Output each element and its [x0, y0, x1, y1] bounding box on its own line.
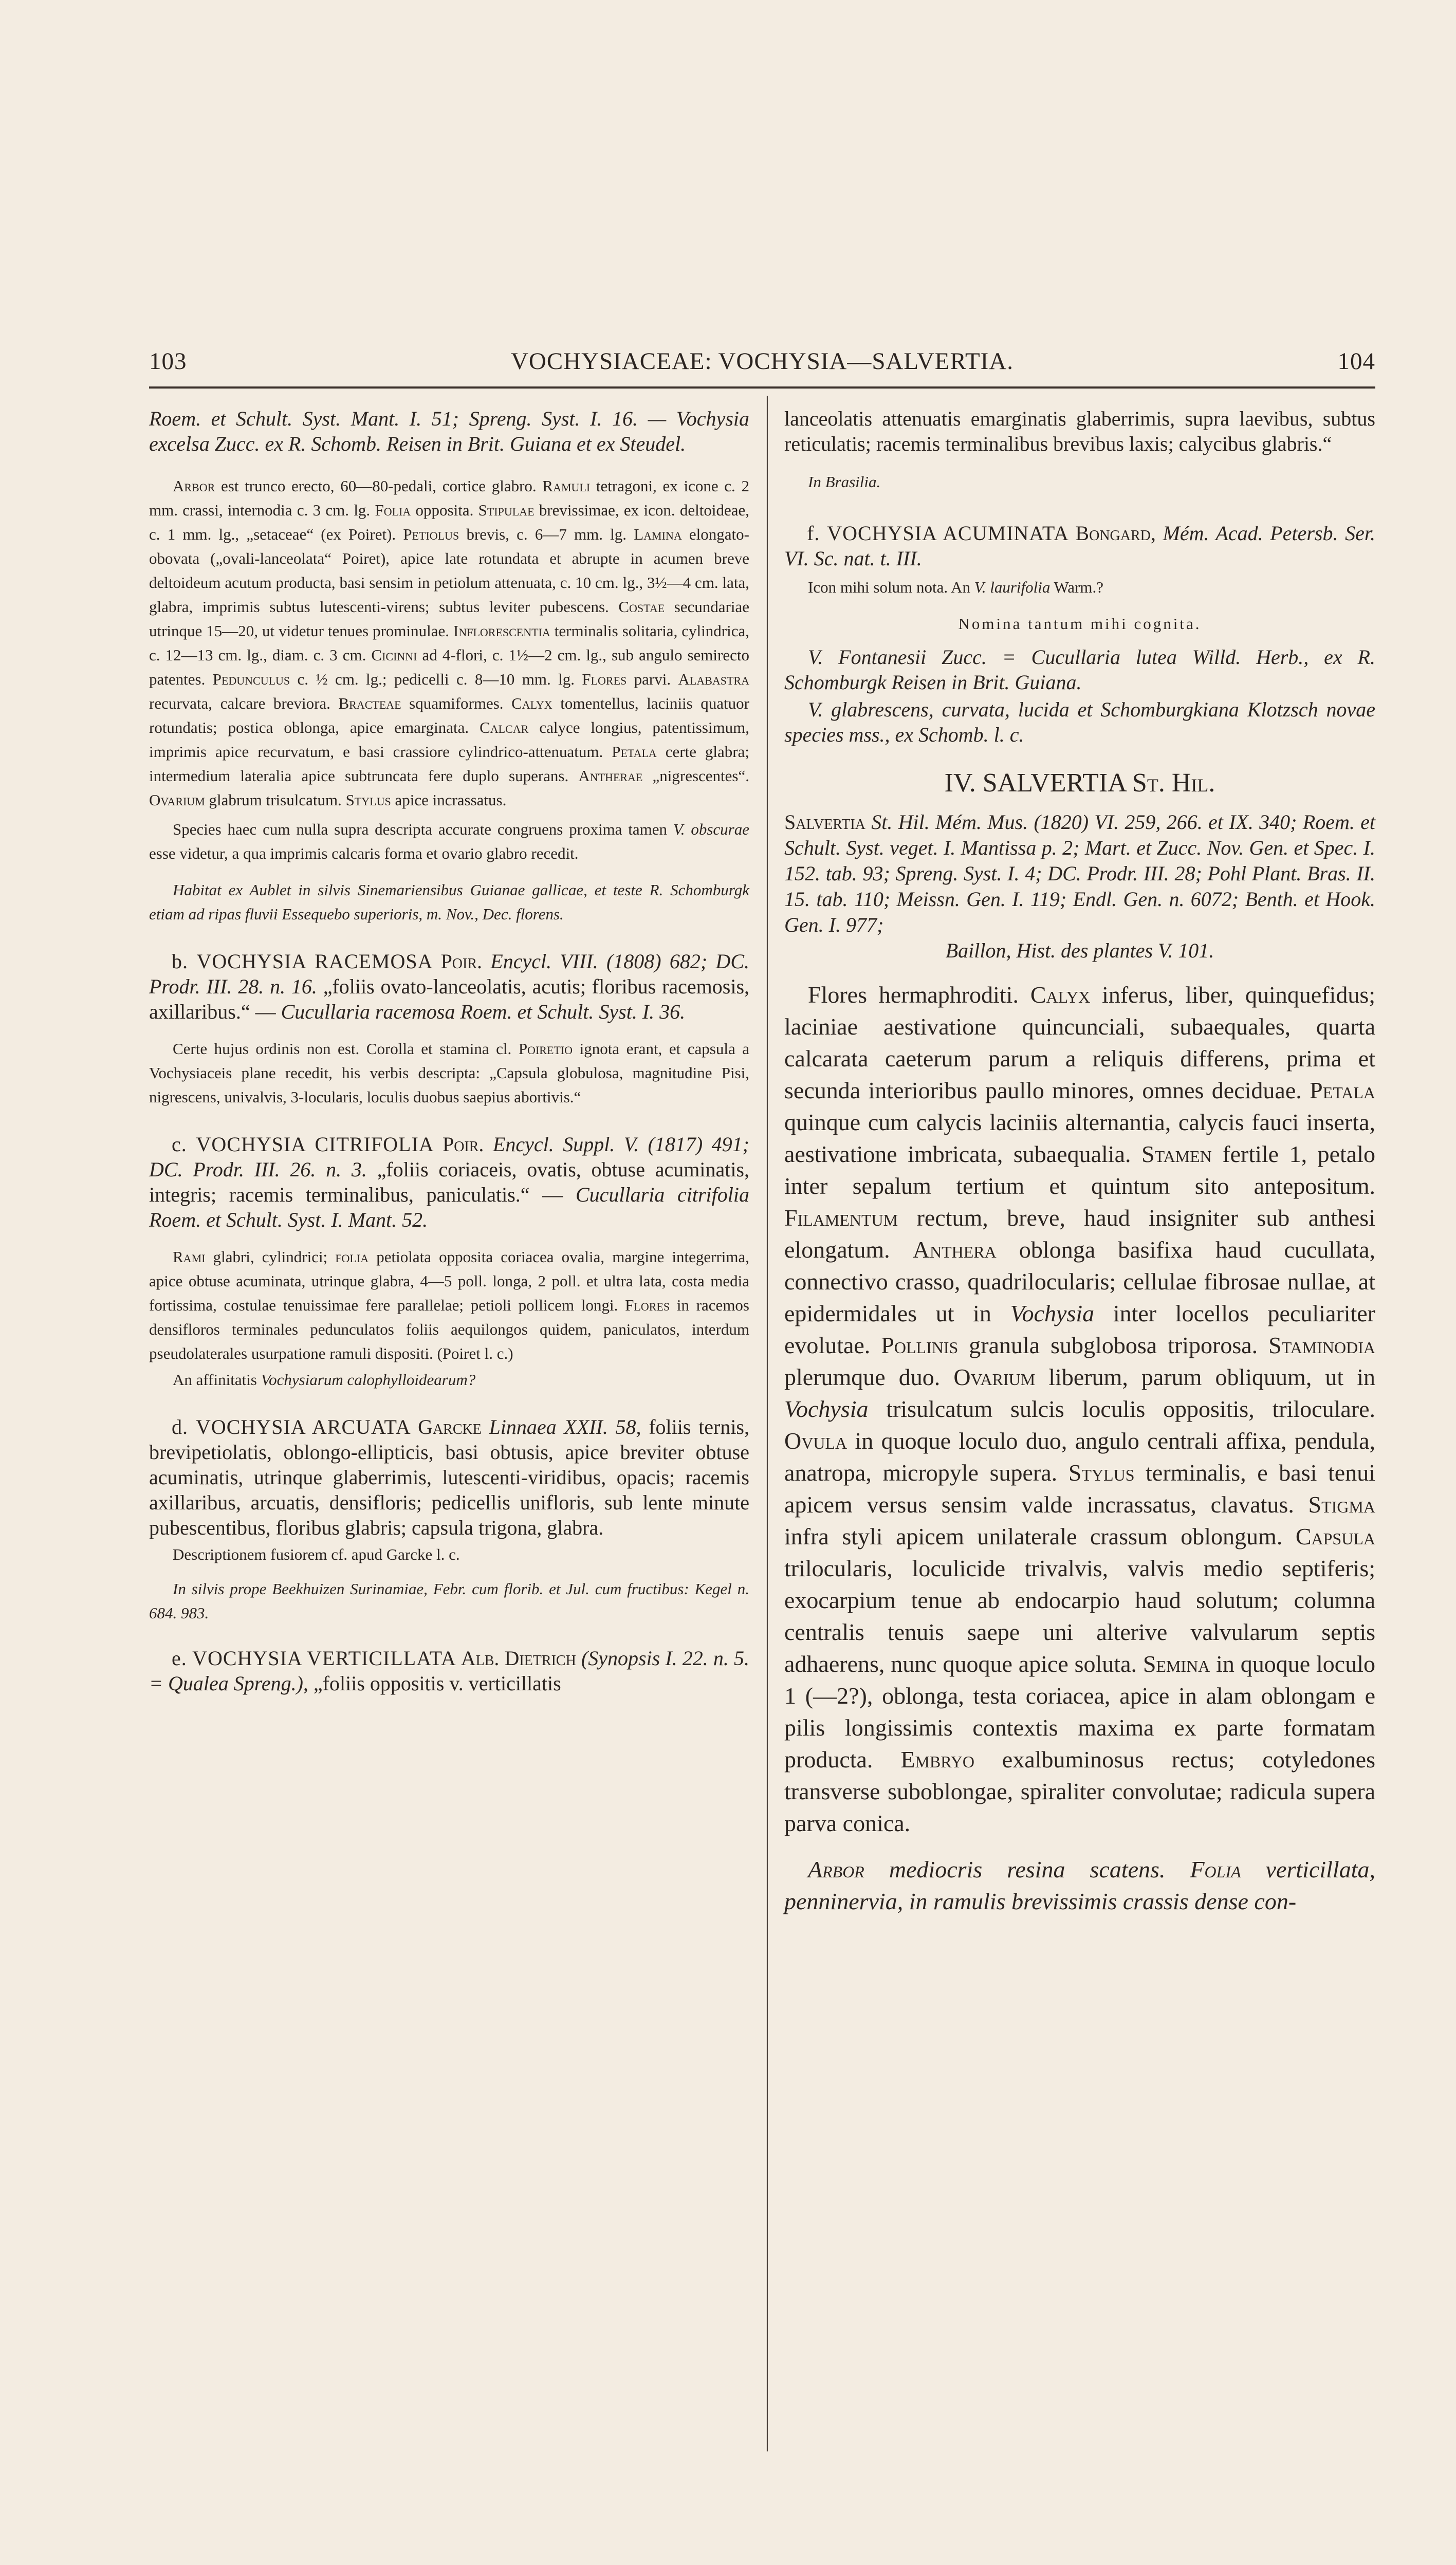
- note-species-f: Icon mihi solum nota. An V. laurifolia Warm.?: [808, 578, 1104, 596]
- right-column: [784, 406, 1375, 1917]
- column-divider: [766, 396, 768, 2451]
- habitat-species-d: In silvis prope Beekhuizen Surinamiae, Febr. cum florib. et Jul. cum fructibus: Kegel n. 684. 983.: [149, 1580, 749, 1622]
- habitat-species-e: In Brasilia.: [808, 473, 881, 491]
- note-species-c: An affinitatis Vochysiarum calophylloidearum?: [173, 1371, 476, 1389]
- habitat-species-a: Habitat ex Aublet in silvis Sinemariensibus Guianae gallicae, et teste R. Schomburgk etiam ad ripas fluvii Essequebo superioris, m. Nov., Dec. florens.: [149, 881, 749, 923]
- note-species-b: Certe hujus ordinis non est. Corolla et stamina cl. Poiretio ignota erant, et capsula a Vochysiaceis plane recedit, his verbis descripta: „Capsula globulosa, magnitudine Pisi, nigrescens, univalvis, 3-locularis, loculis duobus saepius abortivis.“: [149, 1040, 749, 1106]
- left-column: [149, 406, 749, 1696]
- header-rule: [149, 386, 1375, 389]
- description-species-c: Rami glabri, cylindrici; folia petiolata opposita coriacea ovalia, margine integerrima, apice obtuse acuminata, utrinque glabra, 4—5 poll. longa, 2 poll. et ultra lata, costa media fortissima, costulae tenuissimae fere parallelae; petioli pollicem longi. Flores in racemos densifloros terminales pedunculatos foliis aequilongos quidem, paniculatos, interdum pseudolaterales usurpatione ramuli dispositi. (Poiret l. c.): [149, 1248, 750, 1362]
- species-f-heading: f. VOCHYSIA ACUMINATA Bongard, Mém. Acad. Petersb. Ser. VI. Sc. nat. t. III.: [784, 522, 1376, 570]
- continued-citation: Roem. et Schult. Syst. Mant. I. 51; Spreng. Syst. I. 16. — Vochysia excelsa Zucc. ex R. Schomb. Reisen in Brit. Guiana et ex Steudel.: [149, 407, 749, 455]
- genus-habit: Arbor mediocris resina scatens. Folia verticillata, penninervia, in ramulis brevissimis crassis dense con-: [784, 1856, 1375, 1914]
- nomina-item-2: V. glabrescens, curvata, lucida et Schomburgkiana Klotzsch novae species mss., ex Schomb. l. c.: [784, 698, 1375, 746]
- note-species-a: Species haec cum nulla supra descripta accurate congruens proxima tamen V. obscurae esse videtur, a qua imprimis calcaris forma et ovario glabro recedit.: [149, 820, 749, 862]
- running-title: VOCHYSIACEAE: VOCHYSIA—SALVERTIA.: [510, 348, 1014, 375]
- description-species-a: Arbor est trunco erecto, 60—80-pedali, cortice glabro. Ramuli tetragoni, ex icone c. 2 mm. crassi, internodia c. 3 cm. lg. Folia opposita. Stipulae brevissimae, ex icon. deltoideae, c. 1 mm. lg., „setaceae“ (ex Poiret). Petiolus brevis, c. 6—7 mm. lg. Lamina elongato-obovata („ovali-lanceolata“ Poiret), apice late rotundata et abrupte in acumen breve deltoideum acutum producta, basi sensim in petiolum attenuata, c. 10 cm. lg., 3½—4 cm. lata, glabra, imprimis subtus lutescenti-virens; subtus leviter pubescens. Costae secundariae utrinque 15—20, ut videtur tenues prominulae. Inflorescentia terminalis solitaria, cylindrica, c. 12—13 cm. lg., diam. c. 3 cm. Cicinni ad 4-flori, c. 1½—2 cm. lg., sub angulo semirecto patentes. Pedunculus c. ½ cm. lg.; pedicelli c. 8—10 mm. lg. Flores parvi. Alabastra recurvata, calcare breviora. Bracteae squamiformes. Calyx tomentellus, laciniis quatuor rotundatis; postica oblonga, apice emarginata. Calcar calyce longius, patentissimum, imprimis apice recurvatum, e basi crassiore cylindrico-attenuatum. Petala certe glabra; intermedium lateralia apice subtruncata fere duplo superans. Antherae „nigrescentes“. Ovarium glabrum trisulcatum. Stylus apice incrassatus.: [149, 477, 750, 809]
- continued-diagnosis-e: lanceolatis attenuatis emarginatis glaberrimis, supra laevibus, subtus reticulatis; racemis terminalibus brevibus laxis; calycibus glabris.“: [784, 407, 1375, 455]
- page-number-left: 103: [149, 348, 187, 375]
- nomina-item-1: V. Fontanesii Zucc. = Cucullaria lutea Willd. Herb., ex R. Schomburgk Reisen in Brit. Guiana.: [784, 645, 1375, 694]
- genus-citation-last: Baillon, Hist. des plantes V. 101.: [945, 939, 1214, 962]
- running-header: [149, 343, 1375, 380]
- species-b-heading: b. VOCHYSIA RACEMOSA Poir. Encycl. VIII. (1808) 682; DC. Prodr. III. 28. n. 16. „foliis ovato-lanceolatis, acutis; floribus racemosis, axillaribus.“ — Cucullaria racemosa Roem. et Schult. Syst. I. 36.: [149, 950, 750, 1023]
- species-e-heading: e. VOCHYSIA VERTICILLATA Alb. Dietrich (Synopsis I. 22. n. 5. = Qualea Spreng.), „foliis oppositis v. verticillatis: [149, 1647, 749, 1695]
- page-number-right: 104: [1337, 348, 1375, 375]
- note-species-d: Descriptionem fusiorem cf. apud Garcke l. c.: [173, 1545, 460, 1563]
- species-c-heading: c. VOCHYSIA CITRIFOLIA Poir. Encycl. Suppl. V. (1817) 491; DC. Prodr. III. 26. n. 3. „foliis coriaceis, ovatis, obtuse acuminatis, integris; racemis terminalibus, paniculatis.“ — Cucullaria citrifolia Roem. et Schult. Syst. I. Mant. 52.: [149, 1133, 750, 1231]
- nomina-heading: Nomina tantum mihi cognita.: [958, 615, 1202, 633]
- species-d-heading: d. VOCHYSIA ARCUATA Garcke Linnaea XXII. 58, foliis ternis, brevipetiolatis, oblongo-ellipticis, basi obtusis, apice breviter obtuse acuminatis, utrinque glaberrimis, lutescenti-viridibus, opacis; racemis axillaribus, arcuatis, densifloris; pedicellis unifloris, sub lente minute pubescentibus, floribus glabris; capsula trigona, glabra.: [149, 1415, 749, 1539]
- genus-heading: IV. SALVERTIA St. Hil.: [944, 768, 1215, 798]
- genus-citation: Salvertia St. Hil. Mém. Mus. (1820) VI. 259, 266. et IX. 340; Roem. et Schult. Syst. veget. I. Mantissa p. 2; Mart. et Zucc. Nov. Gen. et Spec. I. 152. tab. 93; Spreng. Syst. I. 4; DC. Prodr. III. 28; Pohl Plant. Bras. II. 15. tab. 110; Meissn. Gen. I. 119; Endl. Gen. n. 6072; Benth. et Hook. Gen. I. 977;: [784, 810, 1375, 936]
- genus-description: Flores hermaphroditi. Calyx inferus, liber, quinquefidus; laciniae aestivatione quincunciali, subaequales, quarta calcarata caeterum parum a reliquis differens, prima et secunda interioribus paullo minores, omnes deciduae. Petala quinque cum calycis laciniis alternantia, calycis fauci inserta, aestivatione imbricata, subaequalia. Stamen fertile 1, petalo inter sepalum tertium et quintum sito antepositum. Filamentum rectum, breve, haud insigniter sub anthesi elongatum. Anthera oblonga basifixa haud cucullata, connectivo crasso, quadrilocularis; cellulae fibrosae nullae, at epidermidales ut in Vochysia inter locellos peculiariter evolutae. Pollinis granula subglobosa triporosa. Staminodia plerumque duo. Ovarium liberum, parum obliquum, ut in Vochysia trisulcatum sulcis loculis oppositis, triloculare. Ovula in quoque loculo duo, angulo centrali affixa, pendula, anatropa, micropyle supera. Stylus terminalis, e basi tenui apicem versus sensim valde incrassatus, clavatus. Stigma infra styli apicem unilaterale crassum oblongum. Capsula trilocularis, loculicide trivalvis, valvis medio septiferis; exocarpium tenue ab endocarpio haud solutum; columna centralis tenuis saepe uni alterive valvularum septis adhaerens, nunc quoque apice soluta. Semina in quoque loculo 1 (—2?), oblonga, testa coriacea, apice in alam oblongam e pilis longissimis contextis maxima ex parte formatam producta. Embryo exalbuminosus rectus; cotyledones transverse suboblongae, spiraliter convolutae; radicula supera parva conica.: [784, 982, 1375, 1836]
